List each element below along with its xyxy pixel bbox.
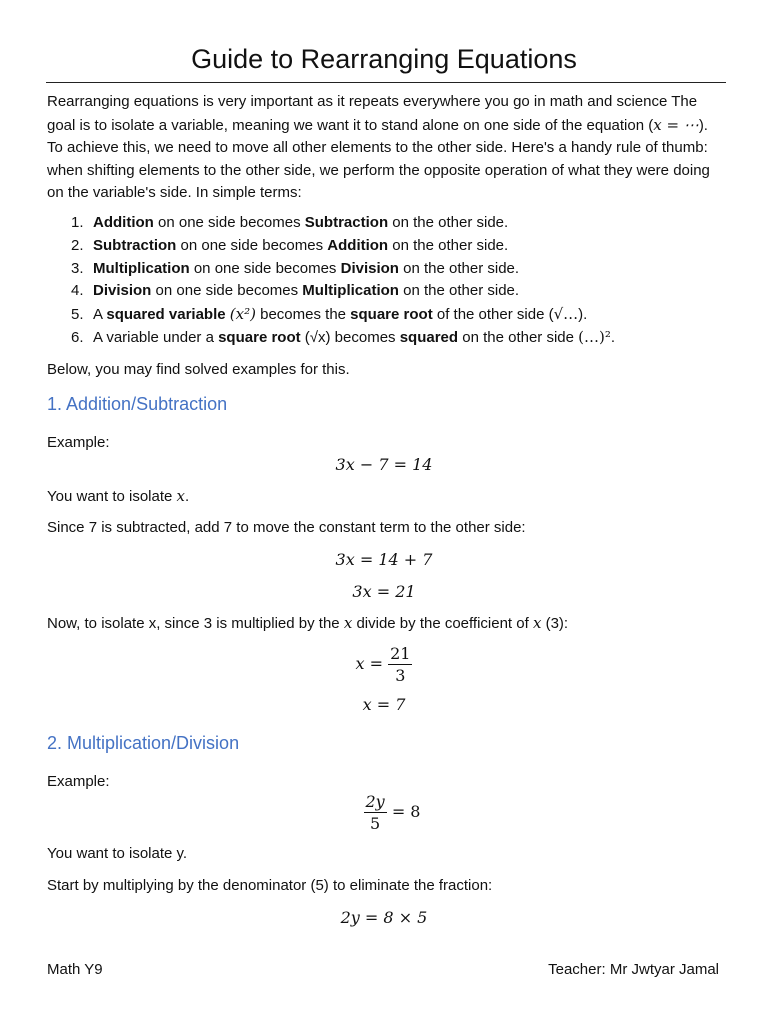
list-item: 5. A squared variable (x²) becomes the square root of the other side (√…).	[71, 305, 588, 324]
fraction: $\frac{2y}{5}$	[365, 792, 385, 833]
intro-paragraph	[47, 91, 727, 205]
list-item: 3. Multiplication on one side becomes Division on the other side.	[71, 259, 520, 277]
section-heading-multiplication: 2. Multiplication/Division	[47, 733, 240, 753]
list-item: 1. Addition on one side becomes Subtraction on the other side.	[71, 214, 509, 231]
footer-teacher: Teacher: Mr Jwtyar Jamal	[548, 961, 719, 978]
section-heading-addition: 1. Addition/Subtraction	[47, 394, 228, 414]
examples-intro: Below, you may find solved examples for this.	[47, 361, 350, 378]
intro-text-1: Rearranging equations is very important as it repeats everywhere you go in math and science The goal is to isolate a variable, meaning we want it to stand alone on one side of the equation (	[47, 93, 698, 134]
list-item: 2. Subtraction on one side becomes Addition on the other side.	[71, 236, 509, 254]
isolate-text: You want to isolate x.	[47, 487, 190, 505]
step-text: Since 7 is subtracted, add 7 to move the constant term to the other side:	[47, 519, 526, 536]
equation-3: 3x = 21	[352, 582, 416, 601]
page-title: Guide to Rearranging Equations	[191, 44, 577, 74]
equation-2: 3x = 14 + 7	[335, 550, 433, 569]
equation-5: x = 7	[362, 695, 406, 714]
step-text: Start by multiplying by the denominator (5) to eliminate the fraction:	[47, 877, 493, 894]
fraction-equation: x = $\frac{21}{3}$	[355, 644, 411, 685]
example-label: Example:	[47, 773, 110, 790]
equation-1: 3x − 7 = 14	[335, 455, 433, 474]
footer-course: Math Y9	[47, 961, 103, 978]
title-divider	[46, 82, 726, 83]
fraction-equation: $\frac{2y}{5}$ = 8	[365, 792, 421, 833]
list-item: 6. A variable under a square root (√x) becomes squared on the other side (…)².	[71, 327, 616, 346]
step-text: Now, to isolate x, since 3 is multiplied by the x divide by the coefficient of x (3):	[47, 614, 569, 632]
list-item: 4. Division on one side becomes Multiplication on the other side.	[71, 282, 520, 300]
intro-text-2: ). To achieve this, we need to move all other elements to the other side. Here's a handy rule of thumb: when shifting elements to the other side, we perform the opposite operation of what they were doing on the variable's side. In simple terms:	[47, 116, 710, 201]
equation-2b: 2y = 8 × 5	[340, 908, 428, 927]
isolate-text: You want to isolate y.	[47, 845, 188, 862]
example-label: Example:	[47, 434, 110, 451]
fraction: $\frac{21}{3}$	[390, 644, 411, 685]
intro-math: x = ⋯	[653, 115, 699, 134]
rules-list	[47, 212, 727, 349]
